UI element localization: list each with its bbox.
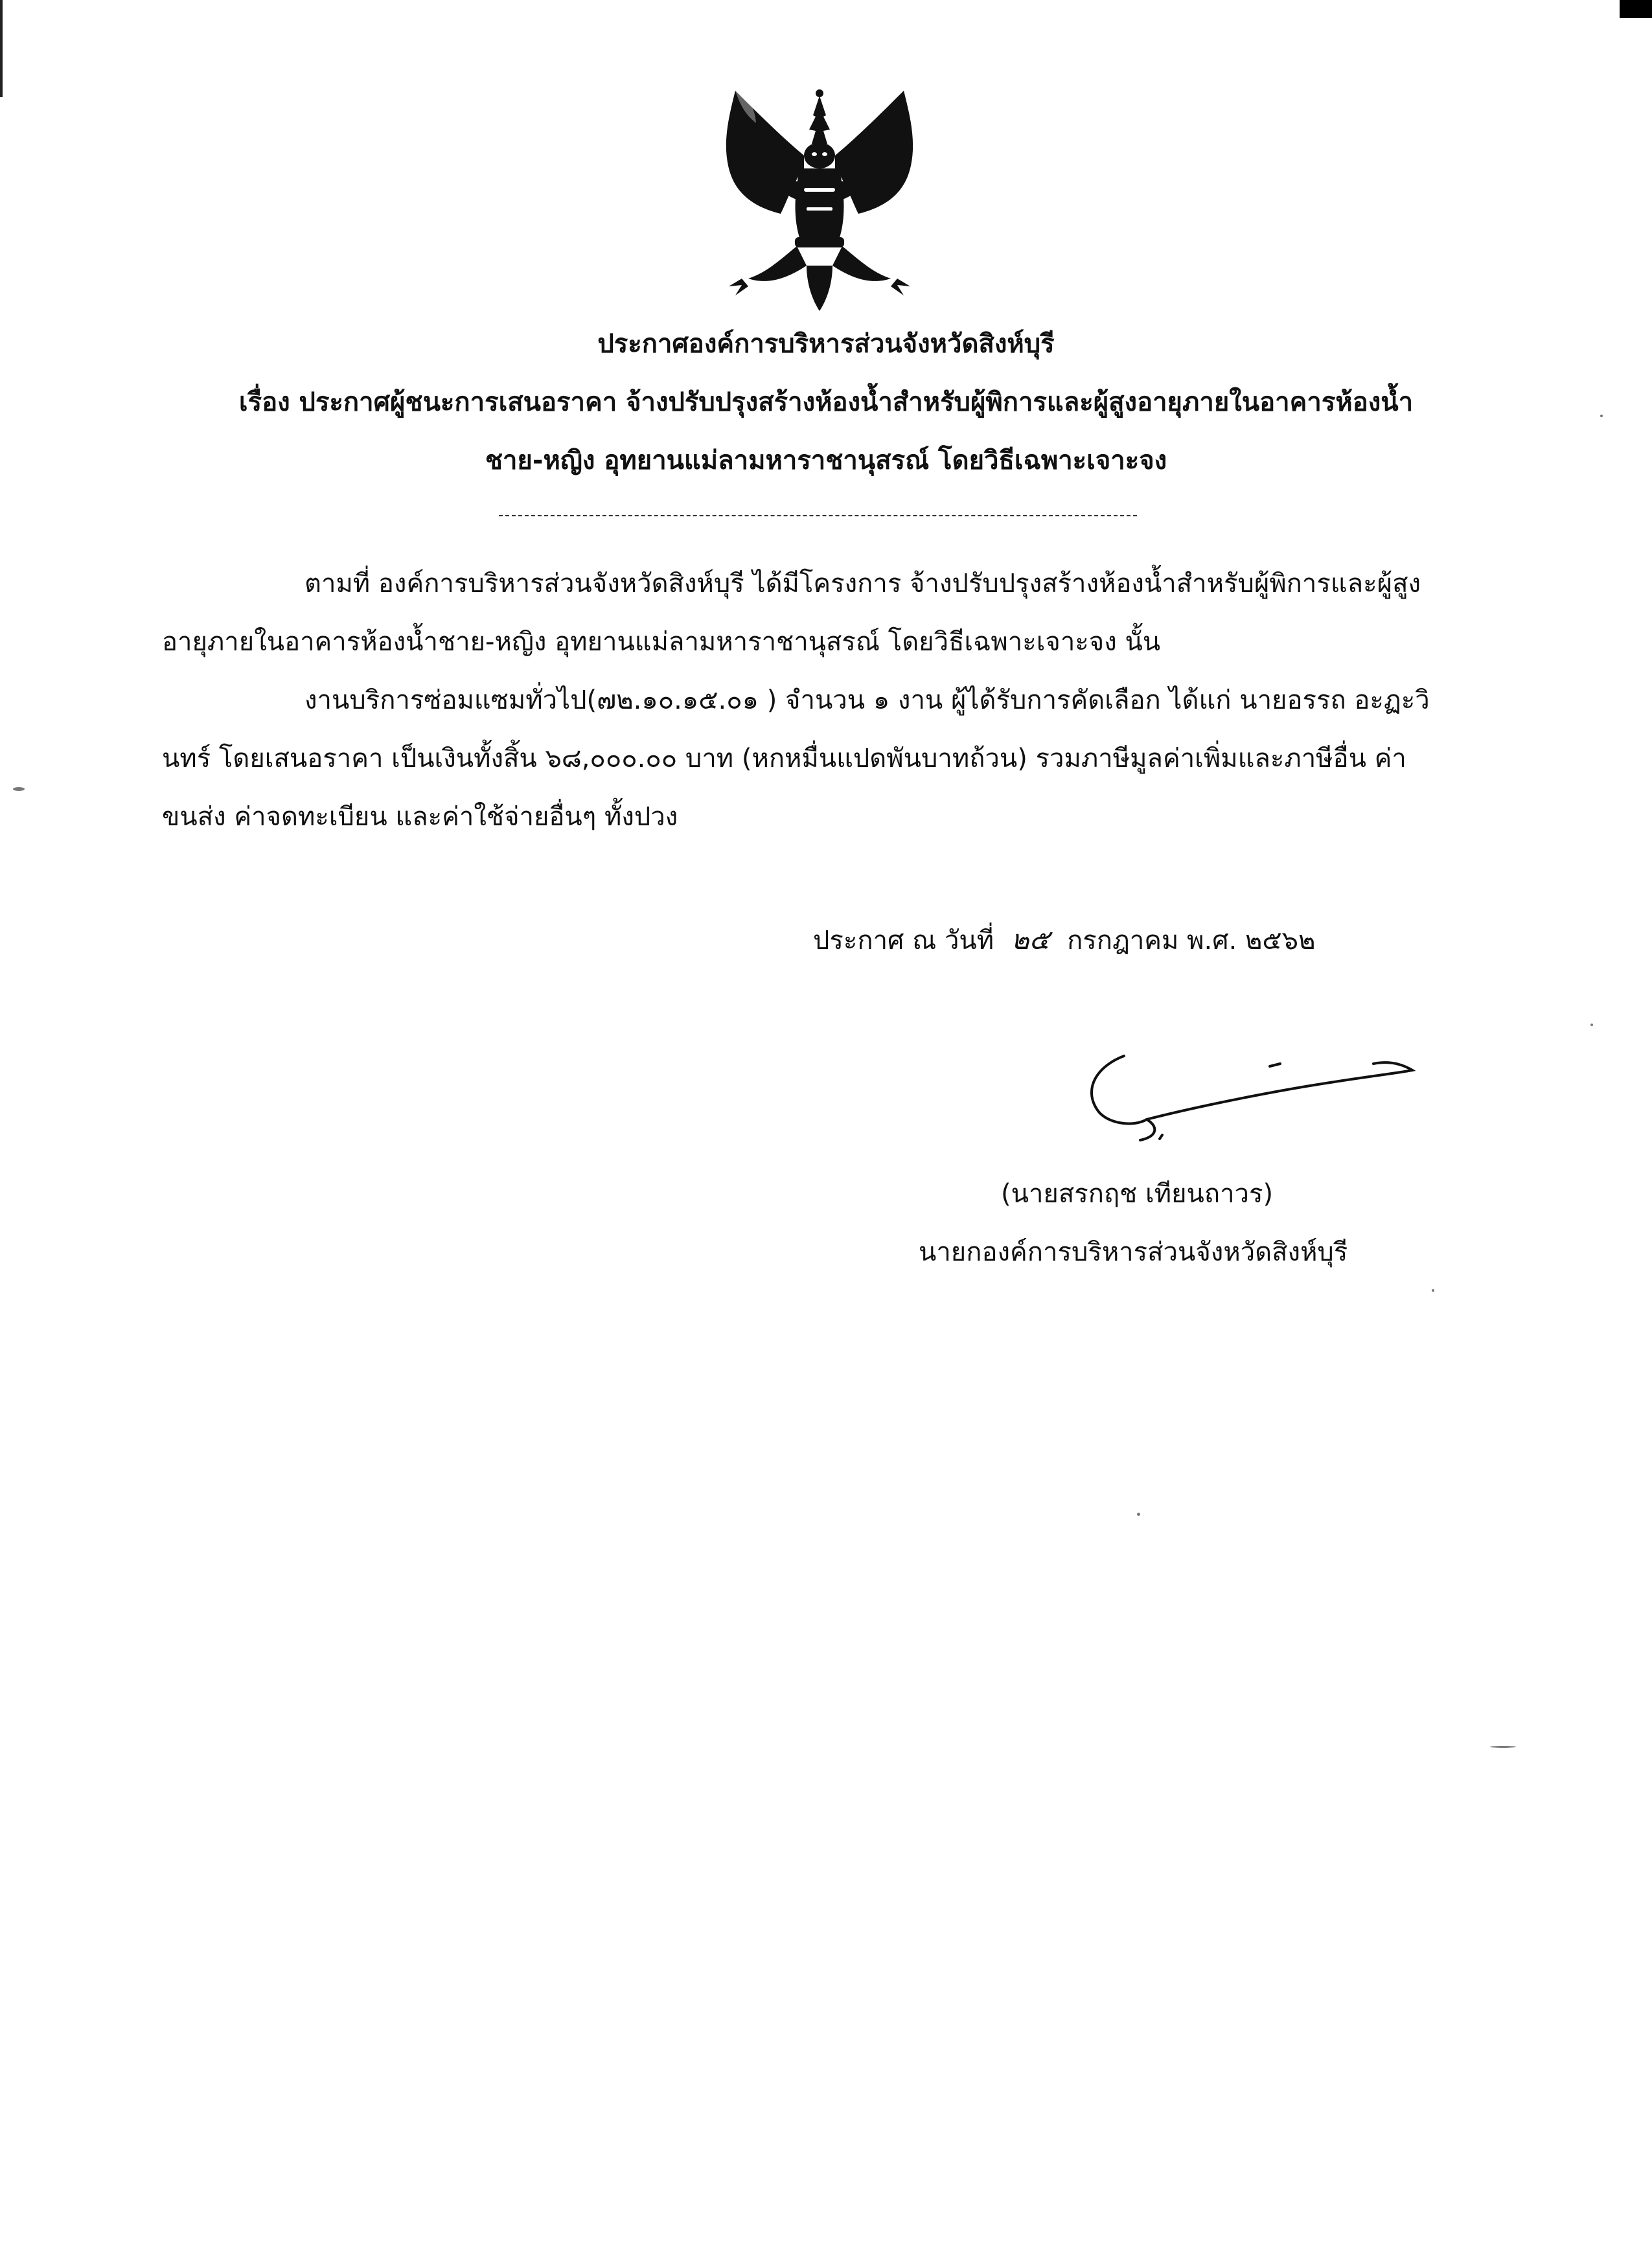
scan-speck <box>1432 1289 1434 1292</box>
signatory-position: นายกองค์การบริหารส่วนจังหวัดสิงห์บุรี <box>919 1237 1348 1267</box>
announcement-title: ประกาศองค์การบริหารส่วนจังหวัดสิงห์บุรี <box>597 329 1055 359</box>
subject-line-1: เรื่อง ประกาศผู้ชนะการเสนอราคา จ้างปรับปรุงสร้างห้องน้ำสำหรับผู้พิการและผู้สูงอายุภายในอาคารห้องน้ำ <box>238 387 1414 417</box>
handwritten-signature <box>1062 1030 1425 1147</box>
scan-speck <box>1490 1746 1516 1748</box>
scan-speck <box>1137 1513 1140 1516</box>
signatory-name: (นายสรกฤช เทียนถาวร) <box>1001 1179 1274 1209</box>
date-month-year: กรกฎาคม พ.ศ. ๒๕๖๒ <box>1067 926 1316 956</box>
title-divider <box>499 515 1137 516</box>
garuda-emblem-icon <box>709 84 930 317</box>
scan-edge-mark <box>1620 0 1652 18</box>
paragraph-1-line-1: ตามที่ องค์การบริหารส่วนจังหวัดสิงห์บุรี ได้มีโครงการ จ้างปรับปรุงสร้างห้องน้ำสำหรับผู้พิการและผู้สูง <box>304 569 1421 599</box>
subject-line-2: ชาย-หญิง อุทยานแม่ลามหาราชานุสรณ์ โดยวิธีเฉพาะเจาะจง <box>485 446 1167 475</box>
date-prefix: ประกาศ ณ วันที่ <box>813 926 994 956</box>
paragraph-2-line-1: งานบริการซ่อมแซมทั่วไป(๗๒.๑๐.๑๕.๐๑ ) จำนวน ๑ งาน ผู้ได้รับการคัดเลือก ได้แก่ นายอรรถ อะฏะวิ <box>304 685 1430 715</box>
scan-speck <box>1590 1024 1593 1026</box>
paragraph-2-line-3: ขนส่ง ค่าจดทะเบียน และค่าใช้จ่ายอื่นๆ ทั้งปวง <box>162 802 678 832</box>
announcement-date <box>813 919 1315 961</box>
paragraph-2-line-2: นทร์ โดยเสนอราคา เป็นเงินทั้งสิ้น ๖๘,๐๐๐.๐๐ บาท (หกหมื่นแปดพันบาทถ้วน) รวมภาษีมูลค่าเพิ่มและภาษีอื่น ค่า <box>162 744 1406 773</box>
scan-edge-line <box>0 0 3 97</box>
scan-speck <box>1600 415 1603 417</box>
scan-speck <box>13 787 25 791</box>
date-day-handwritten: ๒๕ <box>1011 924 1050 956</box>
paragraph-1-line-2: อายุภายในอาคารห้องน้ำชาย-หญิง อุทยานแม่ลามหาราชานุสรณ์ โดยวิธีเฉพาะเจาะจง นั้น <box>162 627 1161 657</box>
